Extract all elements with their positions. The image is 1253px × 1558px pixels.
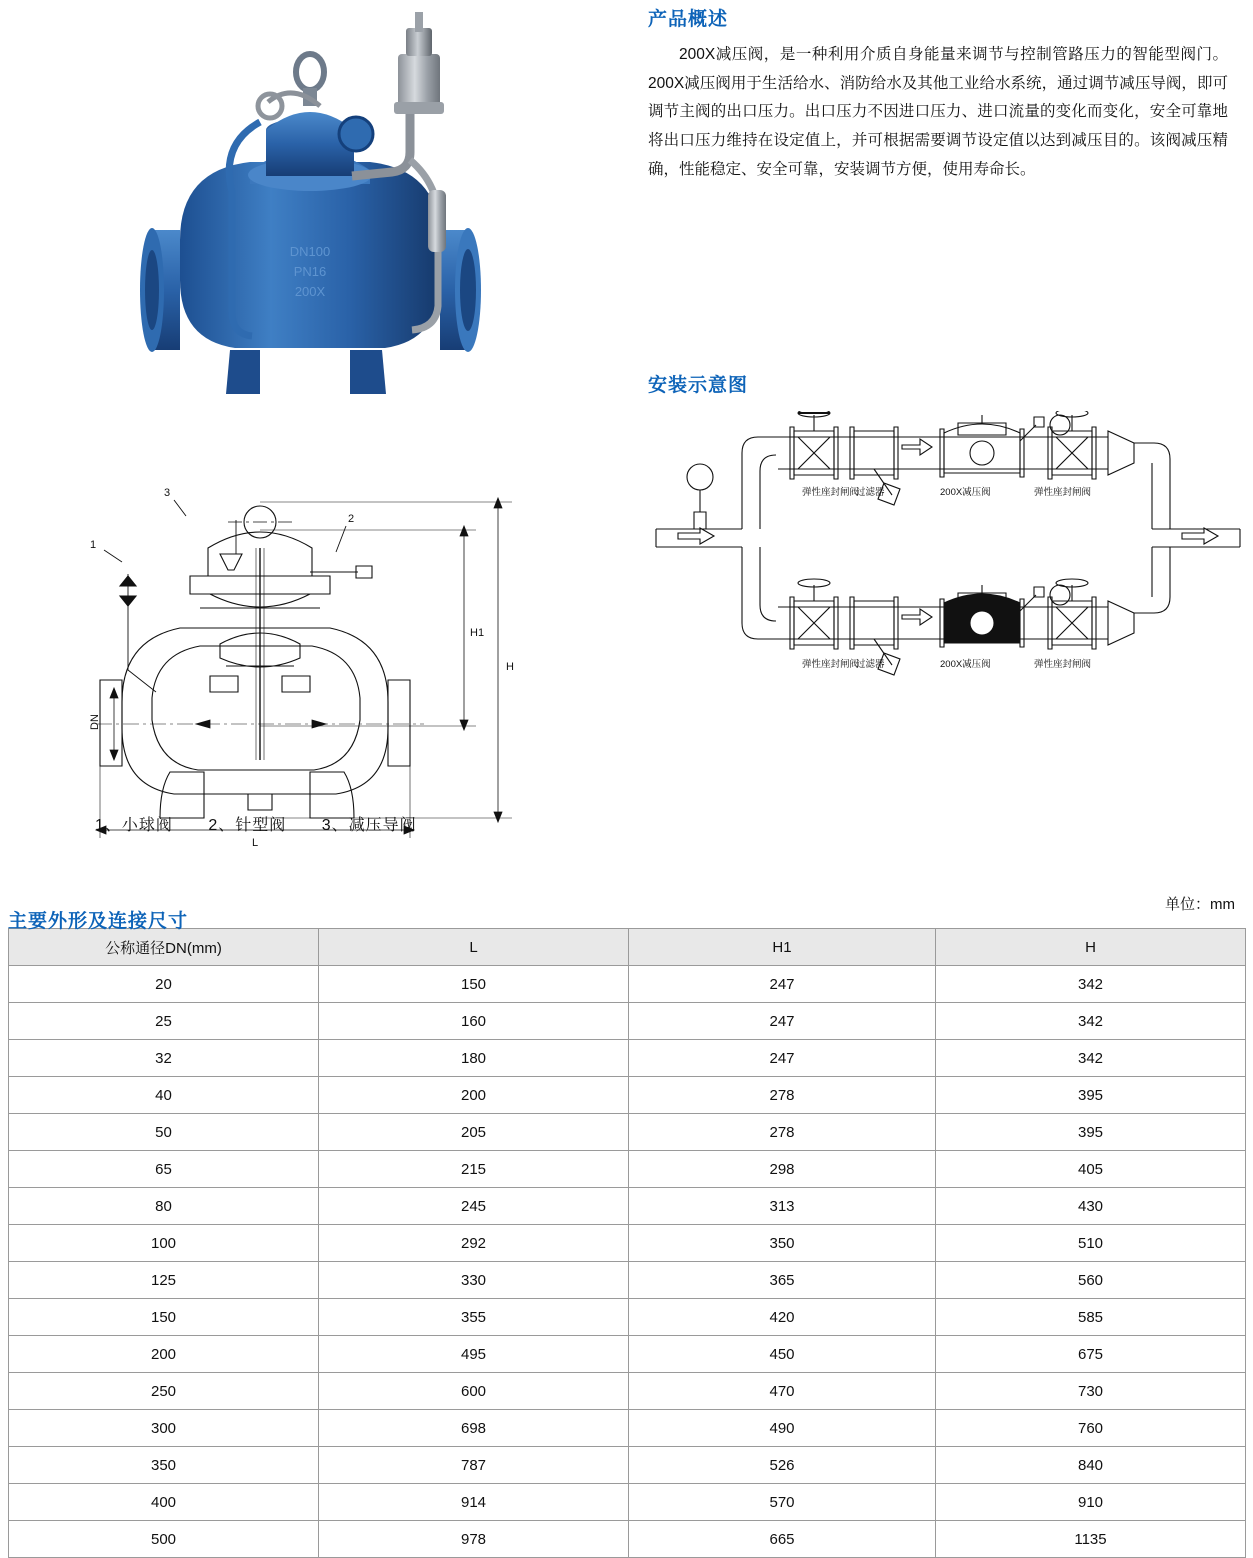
product-overview-section (648, 4, 1228, 184)
table-cell: 247 (629, 966, 936, 1003)
top-strainer-body (854, 431, 894, 475)
callout-leader-1 (104, 550, 122, 562)
bottom-strainer-body (854, 601, 894, 645)
legend-item-3: 3、减压导阀 (321, 817, 417, 834)
legend-item-2: 2、针型阀 (208, 817, 287, 834)
bottom-gv1-flange-l (790, 597, 794, 649)
top-200x-disc (970, 441, 994, 465)
dimension-table-section (0, 890, 1253, 1558)
ball-valve-symbol-a (120, 576, 136, 586)
seat-left (210, 676, 238, 692)
drawing-legend (95, 812, 447, 835)
callout-1: 1 (90, 539, 97, 551)
table-row (9, 966, 1246, 1003)
product-photo-illustration (110, 10, 510, 420)
table-cell: 585 (936, 1299, 1246, 1336)
dim-label-H: H (506, 661, 514, 673)
pilot-flange (394, 102, 444, 114)
table-cell: 560 (936, 1262, 1246, 1299)
valve-section-outline (122, 628, 388, 794)
install-label-top-1: 弹性座封闸阀 (802, 487, 860, 498)
table-title: 主要外形及连接尺寸 (8, 910, 189, 932)
table-cell: 150 (319, 966, 629, 1003)
table-cell: 20 (9, 966, 319, 1003)
table-cell: 278 (629, 1114, 936, 1151)
table-cell: 526 (629, 1447, 936, 1484)
table-cell: 298 (629, 1151, 936, 1188)
bottom-200x-flange-r (1020, 599, 1024, 647)
table-cell: 160 (319, 1003, 629, 1040)
bottom-gv2-flange-l (1048, 597, 1052, 649)
table-cell: 698 (319, 1410, 629, 1447)
top-200x-flange-l (940, 429, 944, 477)
top-strainer-flange-l (850, 427, 854, 479)
right-flange-bore (460, 249, 476, 331)
table-row (9, 1410, 1246, 1447)
table-cell: 570 (629, 1484, 936, 1521)
bore-arrow-left (196, 720, 210, 728)
top-200x-flange-r (1020, 429, 1024, 477)
top-gv1-flange-l (790, 427, 794, 479)
callout-2: 2 (348, 513, 355, 525)
bottom-strainer-flange-l (850, 597, 854, 649)
bottom-gv2-flange-r (1092, 597, 1096, 649)
valve-foot-right (350, 350, 386, 394)
dim-label-DN: DN (89, 714, 101, 730)
table-cell: 292 (319, 1225, 629, 1262)
left-flange-bore (145, 250, 159, 330)
table-cell: 80 (9, 1188, 319, 1225)
top-gv2-flange-r (1092, 427, 1096, 479)
table-cell: 342 (936, 966, 1246, 1003)
pilot-reducer-symbol (220, 554, 242, 570)
install-label-bottom-4: 弹性座封闸阀 (1034, 659, 1092, 670)
dim-arrow-H-bottom (494, 812, 502, 822)
bottom-200x-flange-l (940, 599, 944, 647)
table-row (9, 1373, 1246, 1410)
table-cell: 313 (629, 1188, 936, 1225)
dim-arrow-H1-bottom (460, 720, 468, 730)
table-cell: 665 (629, 1521, 936, 1558)
pilot-line-left (128, 574, 156, 692)
needle-valve-box (356, 566, 372, 578)
install-label-bottom-1: 弹性座封闸阀 (802, 659, 860, 670)
table-unit-label: 单位：mm (1165, 896, 1235, 913)
ball-valve-symbol-b (120, 596, 136, 606)
table-cell: 840 (936, 1447, 1246, 1484)
installation-diagram-illustration (648, 411, 1248, 701)
table-cell: 495 (319, 1336, 629, 1373)
bore-arrow-right (312, 720, 326, 728)
table-cell: 760 (936, 1410, 1246, 1447)
table-cell: 342 (936, 1040, 1246, 1077)
adjust-screw (415, 12, 423, 32)
inlet-gauge-valve (694, 512, 706, 529)
table-cell: 395 (936, 1114, 1246, 1151)
table-cell: 355 (319, 1299, 629, 1336)
top-gate-valve-1-wedge (798, 437, 830, 469)
top-200x-bonnet (958, 423, 1006, 435)
table-cell: 245 (319, 1188, 629, 1225)
table-cell: 490 (629, 1410, 936, 1447)
table-col-h: H (936, 929, 1246, 966)
riser-up-inner (760, 455, 776, 529)
table-header (9, 929, 1246, 966)
table-cell: 365 (629, 1262, 936, 1299)
top-gv2-flange-l (1048, 427, 1052, 479)
installation-title: 安装示意图 (648, 375, 749, 396)
install-label-top-4: 弹性座封闸阀 (1034, 487, 1092, 498)
table-cell: 50 (9, 1114, 319, 1151)
bottom-reducer-cone (1108, 601, 1134, 645)
dim-arrow-H1-top (460, 526, 468, 536)
callout-leader-3 (174, 500, 186, 516)
table-cell: 600 (319, 1373, 629, 1410)
table-cell: 350 (9, 1447, 319, 1484)
table-row (9, 1151, 1246, 1188)
table-cell: 978 (319, 1521, 629, 1558)
lifting-eye (296, 54, 324, 90)
table-cell: 200 (319, 1077, 629, 1114)
dim-arrow-DN-bottom (110, 750, 118, 760)
table-col-dn: 公称通径DN(mm) (9, 929, 319, 966)
bottom-strainer-flange-r (894, 597, 898, 649)
table-cell: 300 (9, 1410, 319, 1447)
table-cell: 395 (936, 1077, 1246, 1114)
table-row (9, 1484, 1246, 1521)
table-cell: 420 (629, 1299, 936, 1336)
install-label-top-3: 200X减压阀 (940, 487, 991, 498)
table-cell: 247 (629, 1040, 936, 1077)
table-row (9, 1225, 1246, 1262)
table-header-row (0, 890, 1253, 932)
flow-arrow-outlet (1182, 528, 1218, 544)
table-row (9, 1188, 1246, 1225)
table-cell: 787 (319, 1447, 629, 1484)
table-cell: 470 (629, 1373, 936, 1410)
dimension-table-body (9, 966, 1246, 1558)
table-cell: 250 (9, 1373, 319, 1410)
pilot-valve-housing (398, 54, 440, 106)
riser-down-inner (760, 547, 776, 621)
bottom-gv1-flange-r (834, 597, 838, 649)
table-cell: 500 (9, 1521, 319, 1558)
dimension-table (8, 928, 1246, 1558)
valve-foot-left (226, 350, 260, 394)
table-cell: 1135 (936, 1521, 1246, 1558)
table-cell: 125 (9, 1262, 319, 1299)
install-label-bottom-3: 200X减压阀 (940, 659, 991, 670)
install-label-bottom-2: 过滤器 (856, 659, 885, 670)
table-row (9, 1521, 1246, 1558)
bottom-gv2-wedge (1056, 607, 1088, 639)
table-cell: 450 (629, 1336, 936, 1373)
top-gate-valve-2-wedge (1056, 437, 1088, 469)
table-row (9, 1003, 1246, 1040)
dimension-drawing (60, 430, 580, 850)
table-cell: 342 (936, 1003, 1246, 1040)
strainer-body (428, 190, 446, 252)
inlet-gauge (687, 464, 713, 490)
top-reducer-cone (1108, 431, 1134, 475)
body-marking-pn: PN16 (293, 264, 327, 279)
table-col-l: L (319, 929, 629, 966)
table-cell: 910 (936, 1484, 1246, 1521)
overview-title: 产品概述 (648, 9, 729, 30)
top-strainer-flange-r (894, 427, 898, 479)
table-cell: 200 (9, 1336, 319, 1373)
table-row (9, 1299, 1246, 1336)
drain-plug (248, 794, 272, 810)
dim-label-H1: H1 (470, 627, 485, 639)
body-marking-dn: DN100 (289, 244, 331, 259)
table-cell: 730 (936, 1373, 1246, 1410)
legend-item-1: 1、小球阀 (95, 817, 173, 834)
table-cell: 247 (629, 1003, 936, 1040)
table-cell: 100 (9, 1225, 319, 1262)
table-cell: 40 (9, 1077, 319, 1114)
table-row (9, 1114, 1246, 1151)
table-col-h1: H1 (629, 929, 936, 966)
bottom-flow-arrow (902, 609, 932, 625)
needle-valve-knob (339, 117, 373, 151)
dim-arrow-DN-top (110, 688, 118, 698)
table-cell: 914 (319, 1484, 629, 1521)
table-cell: 25 (9, 1003, 319, 1040)
overview-paragraph: 200X减压阀，是一种利用介质自身能量来调节与控制管路压力的智能型阀门。200X减压阀用于生活给水、消防给水及其他工业给水系统，通过调节减压导阀，即可调节主阀的出口压力。出口压力不因进口压力、进口流量的变化而变化，安全可靠地将出口压力维持在设定值上，并可根据需要调节设定值以达到减压目的。该阀减压精确，性能稳定、安全可靠，安装调节方便，使用寿命长。 (648, 46, 1228, 178)
table-cell: 405 (936, 1151, 1246, 1188)
body-marking-model: 200X (294, 284, 326, 299)
table-cell: 400 (9, 1484, 319, 1521)
seat-right (282, 676, 310, 692)
callout-3: 3 (164, 487, 171, 499)
table-cell: 430 (936, 1188, 1246, 1225)
pilot-adjust-cap (406, 28, 432, 56)
right-flange-section (388, 680, 410, 766)
table-cell: 350 (629, 1225, 936, 1262)
table-row (9, 1040, 1246, 1077)
table-cell: 180 (319, 1040, 629, 1077)
dim-arrow-H-top (494, 498, 502, 508)
dim-label-L: L (252, 837, 259, 849)
table-cell: 278 (629, 1077, 936, 1114)
table-cell: 215 (319, 1151, 629, 1188)
table-cell: 205 (319, 1114, 629, 1151)
table-cell: 65 (9, 1151, 319, 1188)
table-cell: 510 (936, 1225, 1246, 1262)
install-label-top-2: 过滤器 (856, 487, 885, 498)
installation-diagram-section (648, 370, 1248, 701)
product-photo (110, 10, 510, 420)
bottom-gv1-wedge (798, 607, 830, 639)
bottom-200x-gauge (1050, 585, 1070, 605)
top-200x-body (944, 424, 1020, 473)
dimension-drawing-illustration (60, 430, 580, 850)
table-cell: 32 (9, 1040, 319, 1077)
table-row (9, 1262, 1246, 1299)
table-row (9, 1447, 1246, 1484)
top-gv1-flange-r (834, 427, 838, 479)
table-row (9, 1077, 1246, 1114)
table-cell: 675 (936, 1336, 1246, 1373)
table-cell: 330 (319, 1262, 629, 1299)
top-flow-arrow (902, 439, 932, 455)
flow-arrow-inlet (678, 528, 714, 544)
top-200x-gauge (1050, 415, 1070, 435)
table-row (9, 1336, 1246, 1373)
bottom-200x-disc (970, 611, 994, 635)
table-cell: 150 (9, 1299, 319, 1336)
